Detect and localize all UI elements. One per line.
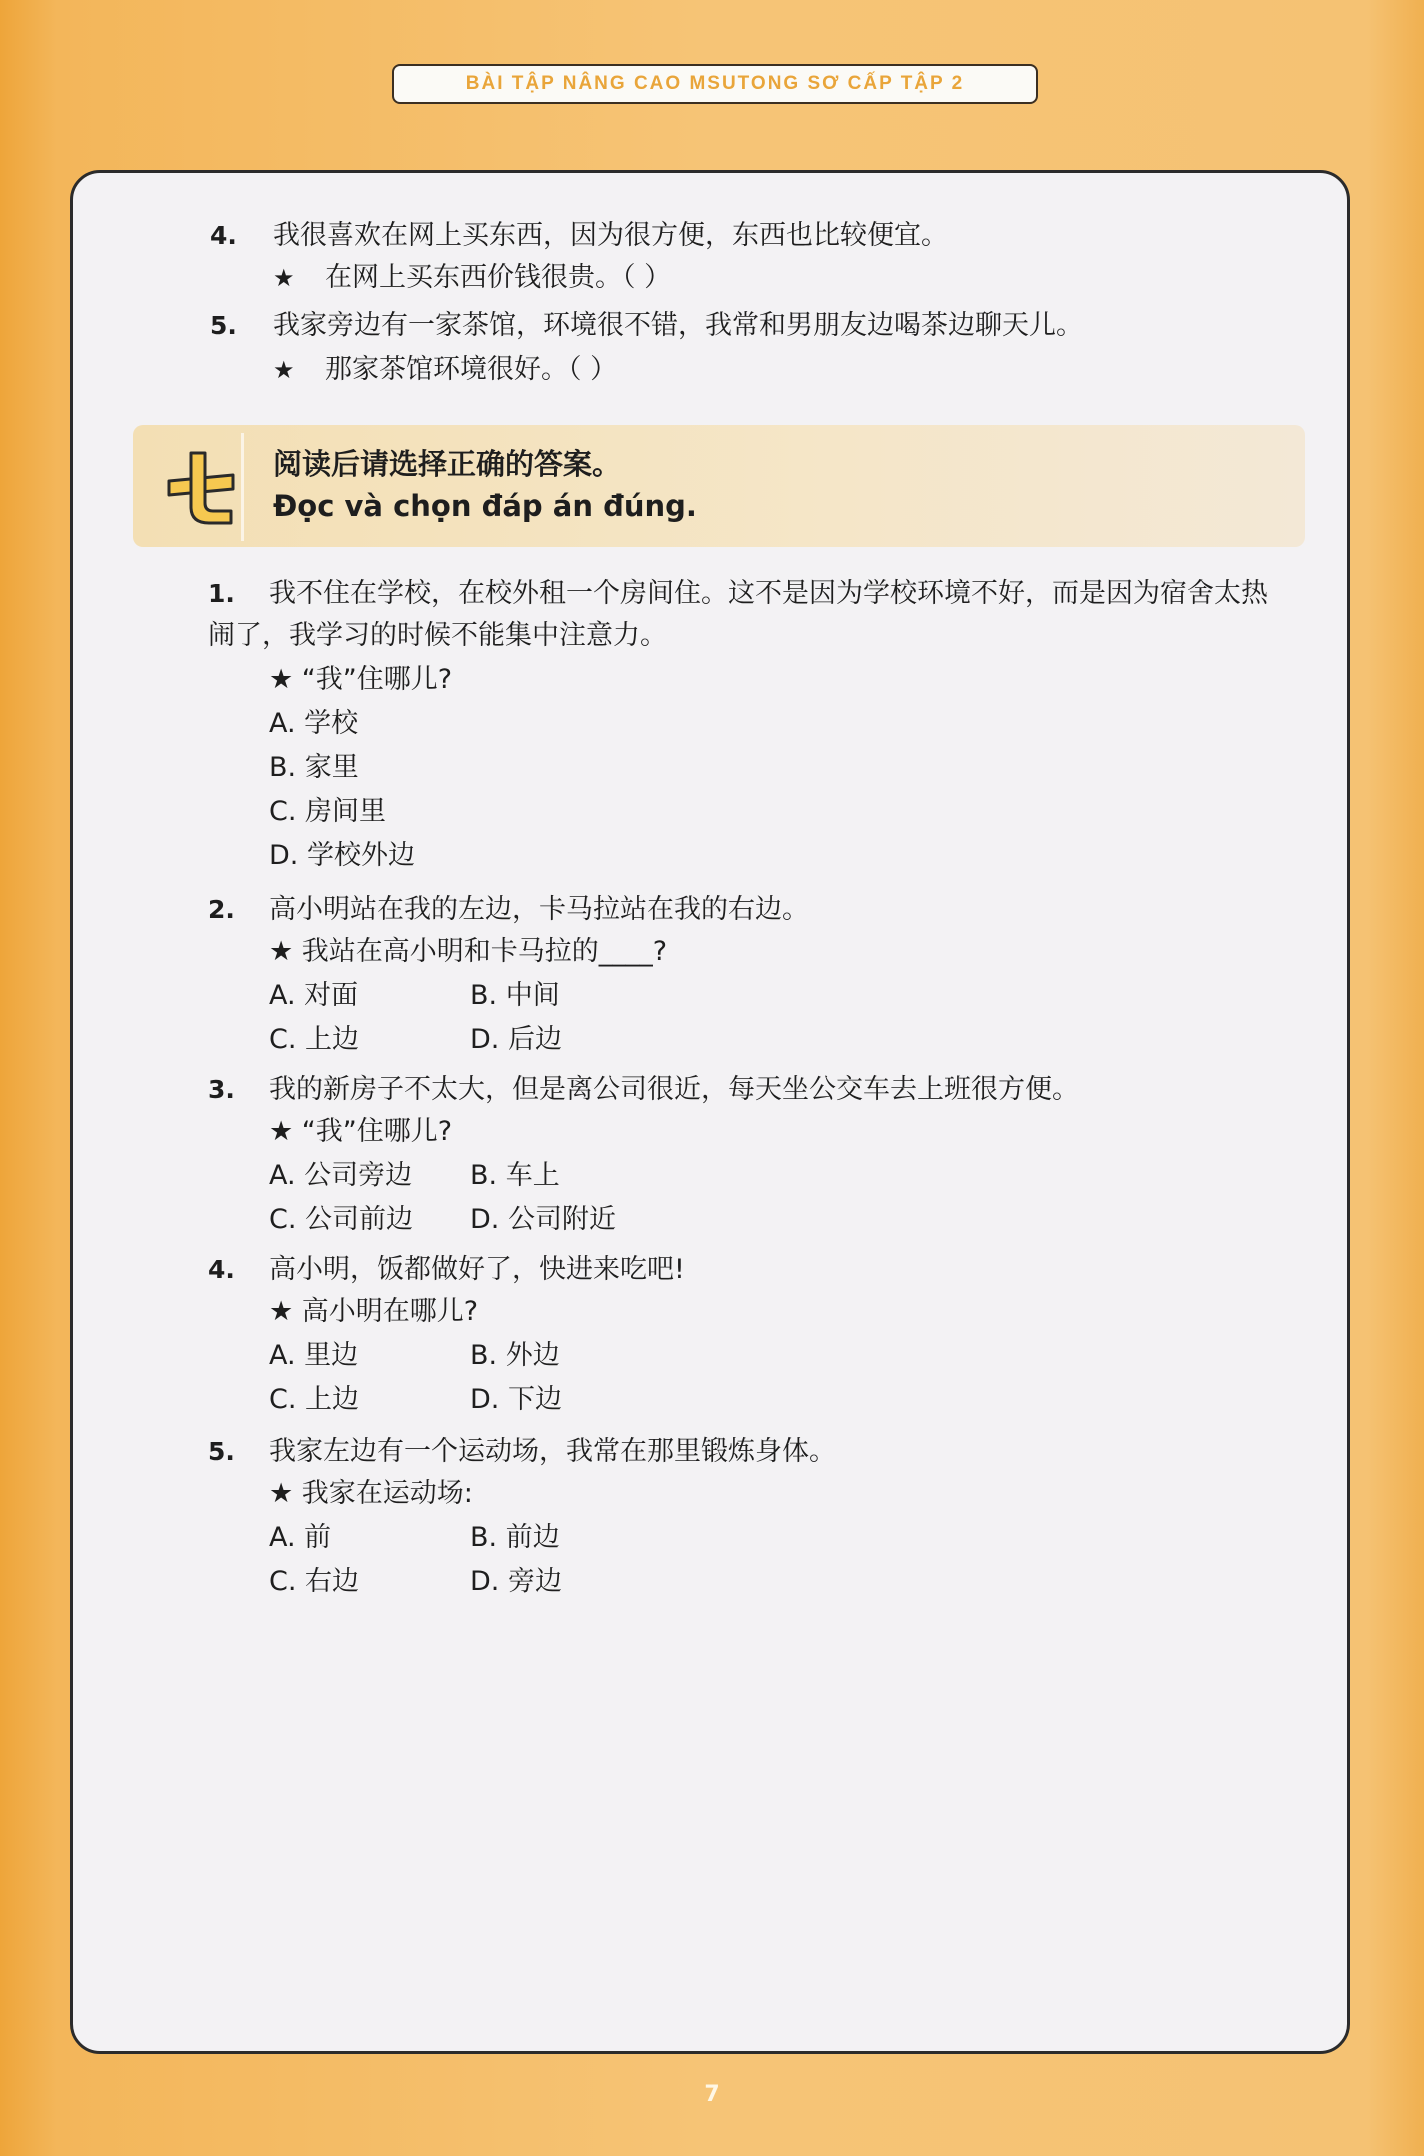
prev-item-number: 5. [210,311,237,340]
question-prompt: ★ 我家在运动场: [269,1478,473,1509]
question-prompt: ★ 我站在高小明和卡马拉的____? [269,936,668,967]
section-title-vi: Đọc và chọn đáp án đúng. [273,489,697,523]
option-d: D. 旁边 [470,1566,562,1597]
option-c: C. 上边 [269,1024,360,1055]
star-icon: ★ [273,356,295,384]
question-text: 高小明站在我的左边，卡马拉站在我的右边。 [269,894,809,925]
prev-item-text: 我很喜欢在网上买东西，因为很方便，东西也比较便宜。 [273,220,948,251]
option-b: B. 家里 [269,752,359,783]
option-b: B. 车上 [470,1160,560,1191]
option-c: C. 房间里 [269,796,387,827]
question-text: 我不住在学校，在校外租一个房间住。这不是因为学校环境不好，而是因为宿舍太热 [269,578,1268,609]
question-number: 4. [208,1255,235,1284]
option-b: B. 前边 [470,1522,560,1553]
question-number: 3. [208,1075,235,1104]
section-title-zh: 阅读后请选择正确的答案。 [273,447,622,481]
option-a: A. 前 [269,1522,332,1553]
option-c: C. 公司前边 [269,1204,414,1235]
option-c: C. 上边 [269,1384,360,1415]
option-d: D. 公司附近 [470,1204,616,1235]
option-d: D. 后边 [470,1024,562,1055]
question-number: 1. [208,579,235,608]
section-divider [241,433,244,541]
option-c: C. 右边 [269,1566,360,1597]
question-number: 2. [208,895,235,924]
book-title-header [392,64,1038,104]
section-header-band [133,425,1305,547]
question-text: 高小明，饭都做好了，快进来吃吧! [269,1254,685,1285]
option-a: A. 里边 [269,1340,359,1371]
option-a: A. 对面 [269,980,359,1011]
book-title: BÀI TẬP NÂNG CAO MSUTONG SƠ CẤP TẬP 2 [465,73,965,94]
prev-item-statement: 那家茶馆环境很好。（ ） [325,354,618,385]
question-prompt: ★ “我”住哪儿? [269,664,453,695]
prev-item-statement: 在网上买东西价钱很贵。（ ） [325,262,672,293]
option-b: B. 外边 [470,1340,560,1371]
question-number: 5. [208,1437,235,1466]
option-a: A. 公司旁边 [269,1160,413,1191]
question-text: 我的新房子不太大，但是离公司很近，每天坐公交车去上班很方便。 [269,1074,1079,1105]
page-number: 7 [704,2082,720,2107]
question-text: 闹了，我学习的时候不能集中注意力。 [208,620,667,651]
option-b: B. 中间 [470,980,560,1011]
question-text: 我家左边有一个运动场，我常在那里锻炼身体。 [269,1436,836,1467]
exercise-panel [70,170,1350,2054]
option-d: D. 下边 [470,1384,562,1415]
option-a: A. 学校 [269,708,359,739]
prev-item-number: 4. [210,221,237,250]
prev-item-text: 我家旁边有一家茶馆，环境很不错，我常和男朋友边喝茶边聊天儿。 [273,310,1083,341]
option-d: D. 学校外边 [269,840,415,871]
question-prompt: ★ “我”住哪儿? [269,1116,453,1147]
star-icon: ★ [273,264,295,292]
question-prompt: ★ 高小明在哪儿? [269,1296,479,1327]
